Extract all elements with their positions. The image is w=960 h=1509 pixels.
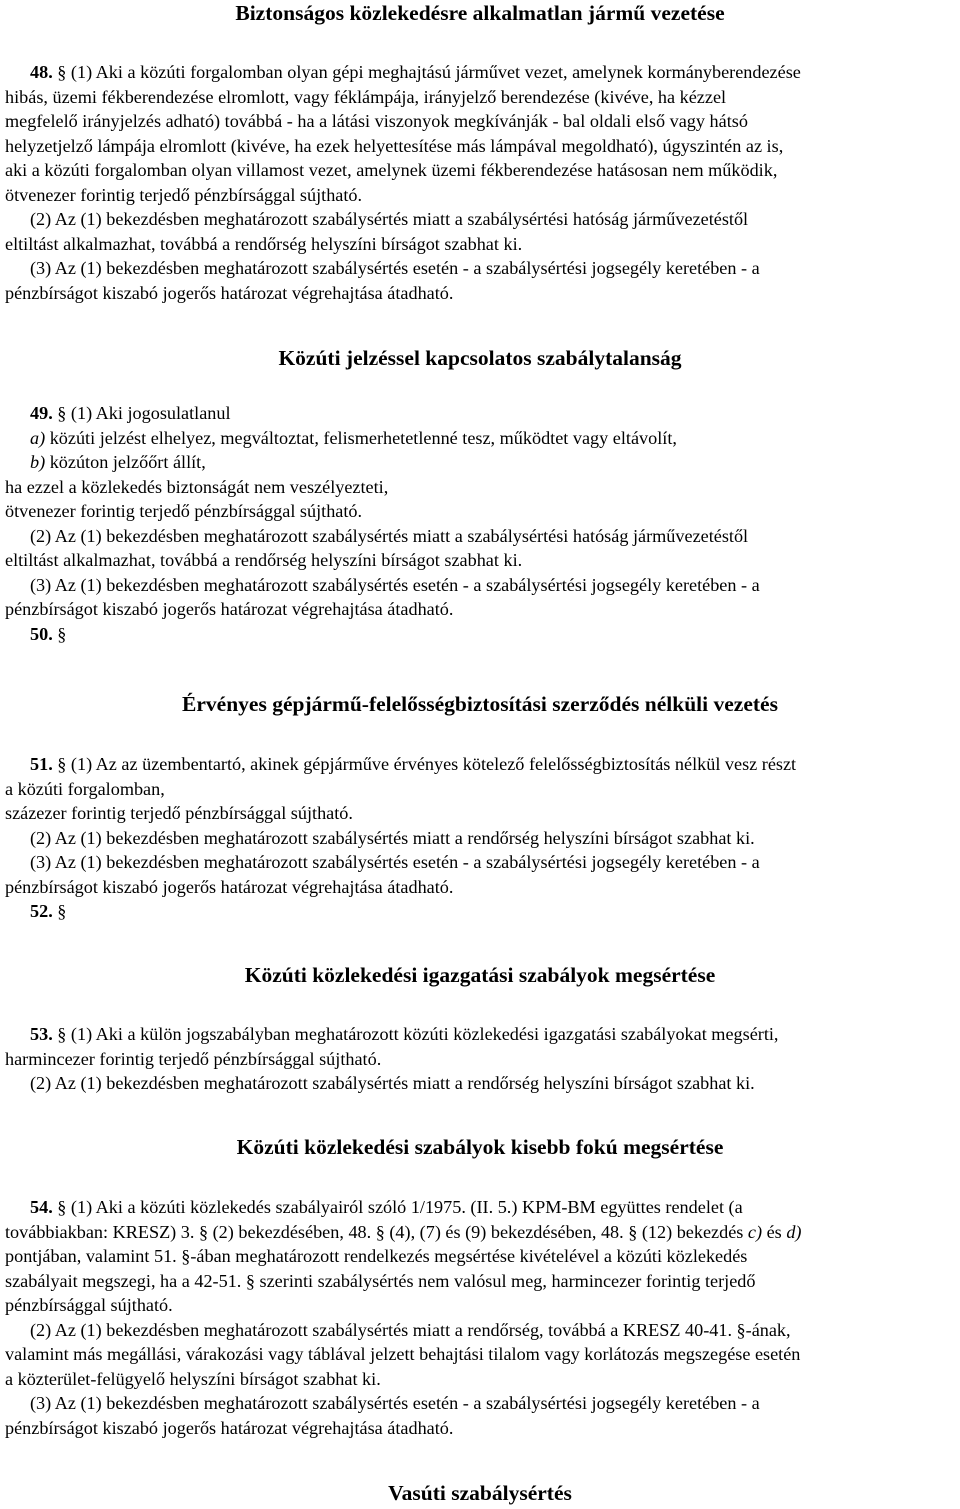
text-line: pénzbírsággal sújtható.: [5, 1295, 173, 1315]
text-line: helyzetjelző lámpája elromlott (kivéve, ha ezek helyettesítése más lámpával megoldható), úgyszintén az is,: [5, 135, 784, 156]
section-51-line: [5, 752, 960, 777]
text-line: [5, 1391, 960, 1416]
text-line: [5, 573, 960, 598]
section-50-line: [5, 622, 960, 647]
paragraph-mark: §: [57, 403, 67, 423]
section-49-line: [5, 401, 960, 426]
section-heading-railway: Vasúti szabálysértés: [388, 1481, 572, 1505]
list-item: [5, 426, 960, 451]
point-label: d): [786, 1221, 802, 1242]
text-line: [5, 1318, 960, 1343]
text-line: ötvenezer forintig terjedő pénzbírsággal sújtható.: [5, 501, 363, 521]
paragraph-mark: §: [57, 623, 67, 644]
section-number: 49.: [30, 403, 53, 423]
text-line-content: és: [766, 1221, 782, 1242]
text-line: pénzbírságot kiszabó jogerős határozat végrehajtása átadható.: [5, 876, 454, 897]
section-number: 52.: [30, 901, 53, 921]
text-line-content: továbbiakban: KRESZ) 3. § (2) bekezdésében, 48. § (4), (7) és (9) bekezdésében, 48. § (12) bekezdés: [5, 1221, 744, 1242]
text-line: (1) Aki a közúti közlekedés szabályairól szóló 1/1975. (II. 5.) KPM-BM együttes rendelet (a: [70, 1197, 743, 1217]
text-line: (1) Aki a közúti forgalomban olyan gépi meghajtású járművet vezet, amelynek kormányberendezése: [70, 62, 801, 82]
point-label: c): [747, 1221, 763, 1242]
section-48-line: [5, 60, 960, 85]
text-line: ötvenezer forintig terjedő pénzbírsággal sújtható.: [5, 184, 363, 205]
text-line: eltiltást alkalmazhat, továbbá a rendőrség helyszíni bírságot szabhat ki.: [5, 233, 523, 254]
text-line: [5, 207, 960, 232]
section-49: [5, 401, 960, 646]
text-line: [5, 826, 960, 851]
text-line: pénzbírságot kiszabó jogerős határozat végrehajtása átadható.: [5, 1417, 454, 1438]
list-label: b): [30, 452, 46, 472]
text-line: aki a közúti forgalomban olyan villamost vezet, amelynek üzemi fékberendezése hatásosan nem működik,: [5, 160, 778, 180]
text-line: (1) Az az üzembentartó, akinek gépjárműve érvényes kötelező felelősségbiztosítás nélkül vesz részt: [70, 754, 797, 774]
list-item: [5, 450, 960, 475]
text-line: eltiltást alkalmazhat, továbbá a rendőrség helyszíni bírságot szabhat ki.: [5, 550, 523, 570]
text-line: százezer forintig terjedő pénzbírsággal sújtható.: [5, 803, 353, 823]
text-line-content: (3) Az (1) bekezdésben meghatározott szabálysértés esetén - a szabálysértési jogsegély keretében - a: [30, 1393, 760, 1413]
section-54: [5, 1195, 960, 1440]
text-line-content: (3) Az (1) bekezdésben meghatározott szabálysértés esetén - a szabálysértési jogsegély keretében - a: [30, 852, 760, 872]
text-line: pénzbírságot kiszabó jogerős határozat végrehajtása átadható.: [5, 599, 454, 619]
text-line: ha ezzel a közlekedés biztonságát nem veszélyezteti,: [5, 476, 389, 497]
text-line: pontjában, valamint 51. §-ában meghatározott rendelkezés megsértése kivételével a közúti közlekedés: [5, 1246, 748, 1266]
section-number: 53.: [30, 1024, 53, 1044]
list-text: közúton jelzőőrt állít,: [49, 452, 206, 472]
section-heading-insurance: Érvényes gépjármű-felelősségbiztosítási szerződés nélküli vezetés: [182, 692, 778, 716]
text-line: valamint más megállási, várakozási vagy táblával jelzett behajtási tilalom vagy korlátozás megszegése esetén: [5, 1344, 801, 1364]
section-heading-vehicle-unsafe: Biztonságos közlekedésre alkalmatlan jármű vezetése: [235, 1, 725, 25]
text-line: [5, 256, 960, 281]
text-line: [5, 524, 960, 549]
text-line: a közterület-felügyelő helyszíni bírságot szabhat ki.: [5, 1368, 381, 1389]
paragraph-mark: §: [57, 754, 67, 774]
list-text: közúti jelzést elhelyez, megváltoztat, felismerhetetlenné tesz, működtet vagy eltávolít,: [49, 427, 677, 448]
section-53-line: [5, 1022, 960, 1047]
text-line: szabályait megszegi, ha a 42-51. § szerinti szabálysértés nem valósul meg, harmincezer forintig terjedő: [5, 1270, 756, 1291]
section-52-line: [5, 899, 960, 924]
section-heading-administrative: Közúti közlekedési igazgatási szabályok megsértése: [244, 963, 716, 987]
list-label: a): [30, 427, 46, 448]
text-line: [5, 1220, 960, 1245]
section-number: 51.: [30, 754, 53, 774]
text-line-content: (2) Az (1) bekezdésben meghatározott szabálysértés miatt a rendőrség helyszíni bírságot szabhat ki.: [30, 827, 755, 848]
paragraph-mark: §: [57, 62, 67, 82]
paragraph-mark: §: [57, 1024, 67, 1044]
section-heading-minor-offences: Közúti közlekedési szabályok kisebb fokú megsértése: [236, 1135, 724, 1159]
text-line: [5, 1071, 960, 1096]
text-line: (1) Aki a külön jogszabályban meghatározott közúti közlekedési igazgatási szabályokat megsérti,: [70, 1024, 779, 1044]
text-line: [5, 850, 960, 875]
text-line-content: (2) Az (1) bekezdésben meghatározott szabálysértés miatt a szabálysértési hatóság járművezetéstől: [30, 525, 749, 546]
section-number: 54.: [30, 1197, 53, 1217]
section-53: [5, 1022, 960, 1096]
section-51: [5, 752, 960, 924]
text-line: pénzbírságot kiszabó jogerős határozat végrehajtása átadható.: [5, 282, 454, 303]
text-line-content: (2) Az (1) bekezdésben meghatározott szabálysértés miatt a szabálysértési hatóság járművezetéstől: [30, 209, 749, 229]
section-number: 48.: [30, 62, 53, 82]
text-line-content: (3) Az (1) bekezdésben meghatározott szabálysértés esetén - a szabálysértési jogsegély keretében - a: [30, 574, 760, 595]
text-line: a közúti forgalomban,: [5, 778, 165, 799]
section-48: [5, 60, 960, 305]
section-54-line: [5, 1195, 960, 1220]
text-line: hibás, üzemi fékberendezése elromlott, vagy féklámpája, irányjelző berendezése (kivéve, ha kézzel: [5, 86, 727, 107]
text-line: megfelelő irányjelzés adható) továbbá - ha a látási viszonyok megkívánják - bal oldali első vagy hátsó: [5, 111, 748, 131]
text-line: (1) Aki jogosulatlanul: [70, 403, 231, 423]
paragraph-mark: §: [57, 901, 67, 921]
text-line-content: (2) Az (1) bekezdésben meghatározott szabálysértés miatt a rendőrség helyszíni bírságot szabhat ki.: [30, 1073, 755, 1093]
section-number: 50.: [30, 623, 53, 644]
text-line: harmincezer forintig terjedő pénzbírsággal sújtható.: [5, 1048, 382, 1069]
text-line-content: (2) Az (1) bekezdésben meghatározott szabálysértés miatt a rendőrség, továbbá a KRESZ 40-41. §-ának,: [30, 1319, 791, 1340]
paragraph-mark: §: [57, 1197, 67, 1217]
text-line-content: (3) Az (1) bekezdésben meghatározott szabálysértés esetén - a szabálysértési jogsegély keretében - a: [30, 258, 760, 278]
section-heading-road-signs: Közúti jelzéssel kapcsolatos szabálytalanság: [278, 346, 682, 370]
